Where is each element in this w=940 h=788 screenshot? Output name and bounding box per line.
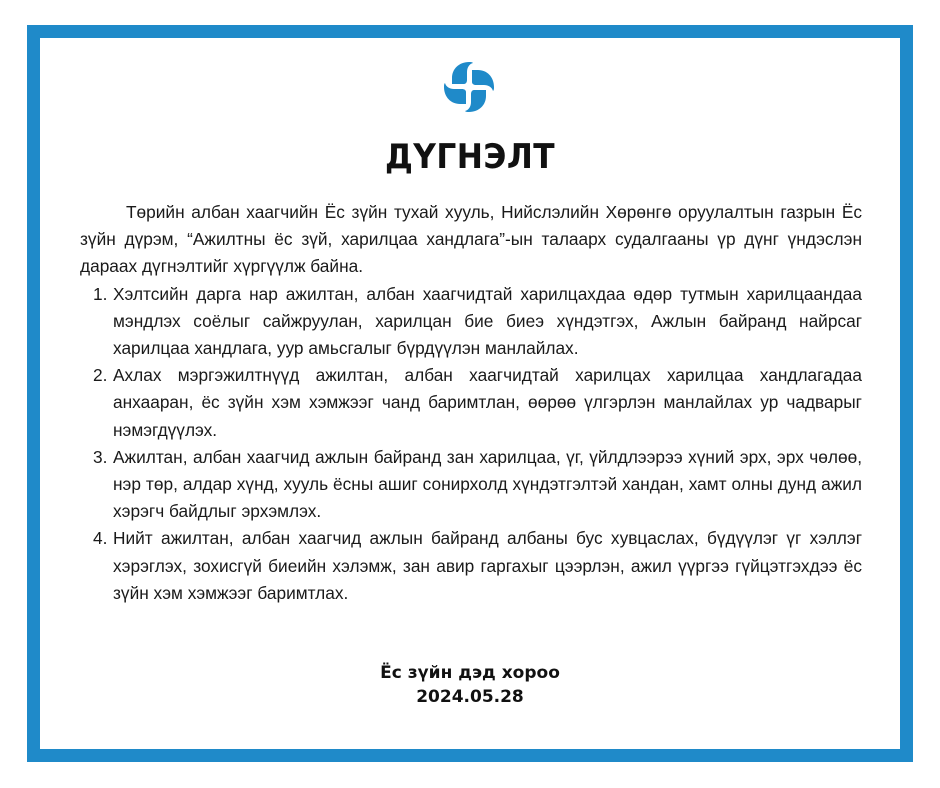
signature-block bbox=[0, 661, 940, 709]
list-item-text: Хэлтсийн дарга нар ажилтан, албан хаагчидтай харилцахдаа өдөр тутмын харилцаандаа мэндлэх соёлыг сайжруулан, харилцан бие биеэ хүндэтгэх, Ажлын байранд найрсаг харилцаа хандлага, уур амьсгалыг бүрдүүлэн манлайлах. bbox=[113, 283, 862, 359]
list-item-number: 1. bbox=[93, 283, 108, 304]
list-item-text: Нийт ажилтан, албан хаагчид ажлын байранд албаны бус хувцаслах, бүдүүлэг үг хэллэг хэрэглэх, зохисгүй биеийн хэлэмж, зан авир гаргахыг цээрлэн, ажил үүргээ гүйцэтгэхдээ ёс зүйн хэм хэмжээг баримтлах. bbox=[113, 528, 862, 603]
signature-date: 2024.05.28 bbox=[416, 687, 524, 707]
committee-name: Ёс зүйн дэд хороо bbox=[380, 663, 560, 683]
list-item bbox=[80, 362, 862, 444]
list-item-text: Ахлах мэргэжилтнүүд ажилтан, албан хаагчидтай харилцах харилцаа хандлагадаа анхааран, ёс зүйн хэм хэмжээг чанд баримтлан, өөрөө үлгэрлэн манлайлах ур чадварыг нэмэгдүүлэх. bbox=[113, 365, 862, 440]
list-item-number: 4. bbox=[93, 528, 108, 549]
list-item-number: 3. bbox=[93, 446, 108, 467]
list-item bbox=[80, 444, 862, 526]
list-item bbox=[80, 281, 862, 363]
list-item-number: 2. bbox=[93, 365, 108, 386]
list-item-text: Ажилтан, албан хаагчид ажлын байранд зан харилцаа, үг, үйлдлээрээ хүний эрх, эрх чөлөө, нэр төр, алдар хүнд, хууль ёсны ашиг сонирхолд хүндэтгэлтэй хандан, хамт олны дунд ажил хэрэгч байдлыг эрхэмлэх. bbox=[113, 446, 862, 522]
ethics-committee-logo-icon bbox=[442, 60, 496, 114]
document-body bbox=[80, 199, 862, 607]
list-item bbox=[80, 525, 862, 607]
conclusion-list bbox=[80, 281, 862, 607]
intro-paragraph: Төрийн албан хаагчийн Ёс зүйн тухай хууль, Нийслэлийн Хөрөнгө оруулалтын газрын Ёс зүйн дүрэм, “Ажилтны ёс зүй, харилцаа хандлага”-ын талаарх судалгааны үр дүнг үндэслэн дараах дүгнэлтийг хүргүүлж байна. bbox=[80, 202, 862, 277]
document-title: ДҮГНЭЛТ bbox=[384, 137, 556, 177]
